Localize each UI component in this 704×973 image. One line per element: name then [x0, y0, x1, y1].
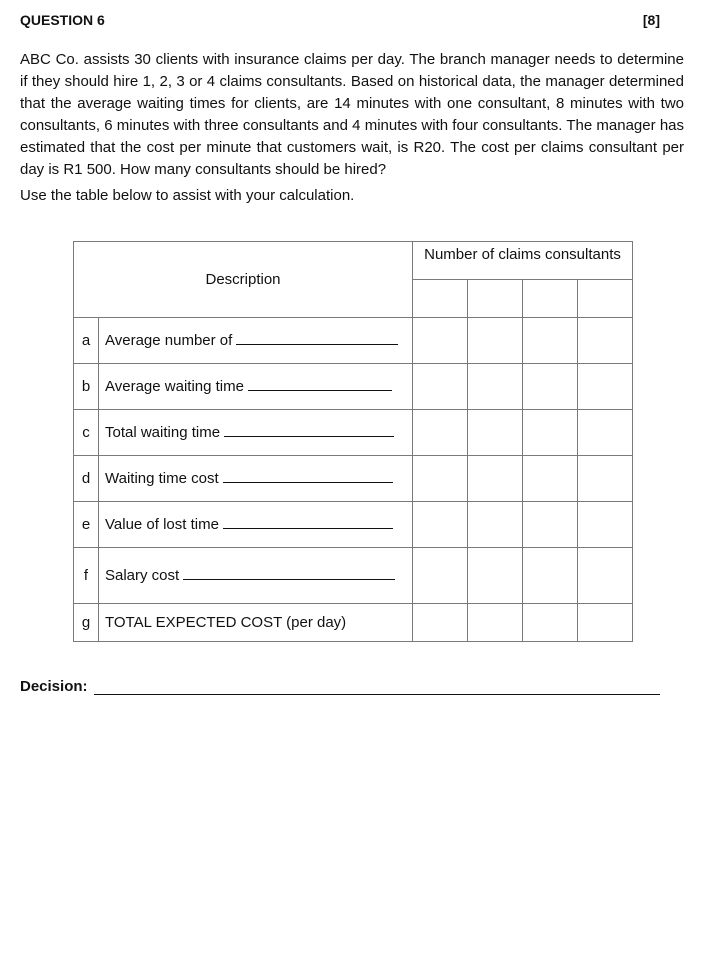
answer-cell[interactable]: [523, 604, 578, 642]
question-paragraph: ABC Co. assists 30 clients with insurance claims per day. The branch manager needs to determine if they should hire 1, 2, 3 or 4 claims consultants. Based on historical data, the manager determined that the average waiting times for clients, are 14 minutes with one consultant, 8 minutes with two consultants, 6 minutes with three consultants and 4 minutes with four consultants. The manager has estimated that the cost per minute that customers wait, is R20. The cost per claims consultant per day is R1 500. How many consultants should be hired?: [20, 51, 684, 178]
answer-cell[interactable]: [413, 318, 468, 364]
answer-cell[interactable]: [413, 548, 468, 604]
answer-cell[interactable]: [468, 456, 523, 502]
answer-cell[interactable]: [468, 364, 523, 410]
table-row: [74, 548, 633, 604]
answer-cell[interactable]: [578, 410, 633, 456]
consultants-header: Number of claims consultants: [413, 242, 633, 280]
answer-cell[interactable]: [523, 502, 578, 548]
answer-cell[interactable]: [523, 456, 578, 502]
decision-line: [20, 678, 660, 695]
table-row: [74, 318, 633, 364]
table-row: [74, 502, 633, 548]
answer-cell[interactable]: [413, 364, 468, 410]
answer-cell[interactable]: [413, 502, 468, 548]
question-marks: [8]: [642, 12, 660, 28]
answer-cell[interactable]: [578, 548, 633, 604]
calculation-table: [73, 241, 633, 642]
row-label: TOTAL EXPECTED COST (per day): [99, 604, 413, 642]
answer-cell[interactable]: [468, 604, 523, 642]
consultant-count-cell[interactable]: [523, 280, 578, 318]
decision-answer-line[interactable]: [94, 680, 660, 695]
answer-cell[interactable]: [413, 456, 468, 502]
description-header: Description: [74, 242, 413, 318]
row-letter: f: [74, 548, 99, 604]
row-letter: c: [74, 410, 99, 456]
row-label: Average waiting time: [99, 364, 413, 410]
question-heading: [20, 12, 660, 28]
answer-cell[interactable]: [523, 548, 578, 604]
instruction-text: Use the table below to assist with your calculation.: [20, 187, 355, 204]
table-row: [74, 604, 633, 642]
answer-cell[interactable]: [578, 604, 633, 642]
consultant-count-cell[interactable]: [468, 280, 523, 318]
row-label: Average number of: [99, 318, 413, 364]
row-letter: a: [74, 318, 99, 364]
answer-cell[interactable]: [468, 548, 523, 604]
answer-cell[interactable]: [413, 410, 468, 456]
answer-cell[interactable]: [523, 364, 578, 410]
table-row: [74, 410, 633, 456]
answer-cell[interactable]: [468, 410, 523, 456]
row-label: Waiting time cost: [99, 456, 413, 502]
consultant-count-cell[interactable]: [578, 280, 633, 318]
row-label: Total waiting time: [99, 410, 413, 456]
row-letter: g: [74, 604, 99, 642]
row-label: Salary cost: [99, 548, 413, 604]
row-letter: e: [74, 502, 99, 548]
decision-label: Decision:: [20, 678, 88, 695]
answer-cell[interactable]: [523, 318, 578, 364]
answer-cell[interactable]: [578, 364, 633, 410]
consultant-count-cell[interactable]: [413, 280, 468, 318]
answer-cell[interactable]: [578, 318, 633, 364]
answer-cell[interactable]: [468, 502, 523, 548]
row-label: Value of lost time: [99, 502, 413, 548]
answer-cell[interactable]: [413, 604, 468, 642]
row-letter: b: [74, 364, 99, 410]
table-row: [74, 456, 633, 502]
question-title: QUESTION 6: [20, 12, 105, 28]
answer-cell[interactable]: [578, 456, 633, 502]
table-row: [74, 364, 633, 410]
answer-cell[interactable]: [578, 502, 633, 548]
row-letter: d: [74, 456, 99, 502]
answer-cell[interactable]: [523, 410, 578, 456]
answer-cell[interactable]: [468, 318, 523, 364]
